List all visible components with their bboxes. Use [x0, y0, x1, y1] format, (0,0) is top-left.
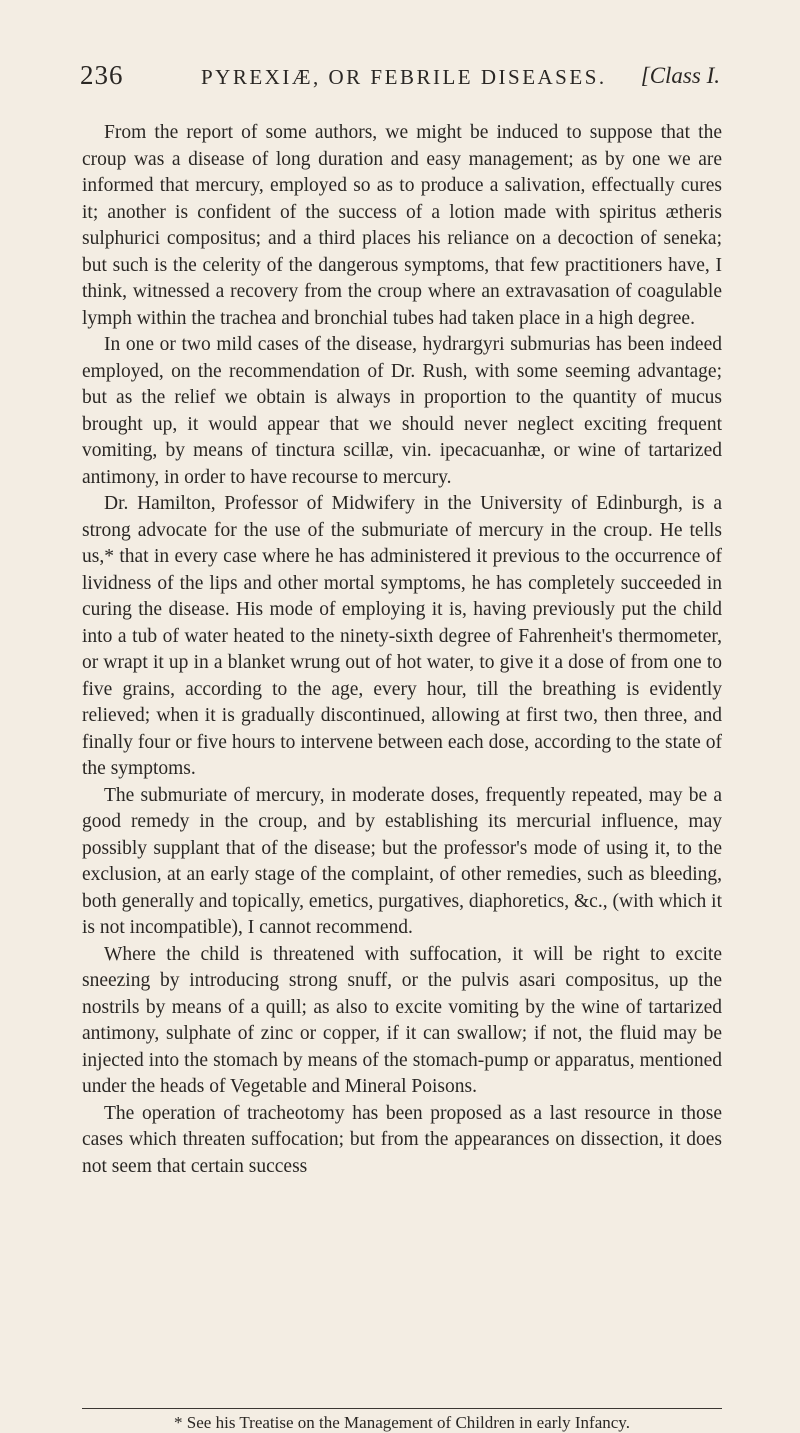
body-text: [82, 120, 722, 1180]
footnote-rule: [82, 1408, 722, 1409]
paragraph: Dr. Hamilton, Professor of Midwifery in the University of Edinburgh, is a strong advocate for the use of the submuriate of mercury in the croup. He tells us,* that in every case where he has administered it previous to the occurrence of lividness of the lips and other mortal symptoms, he has completely succeeded in curing the disease. His mode of employing it is, having previously put the child into a tub of water heated to the ninety-sixth degree of Fahrenheit's thermometer, or wrapt it up in a blanket wrung out of hot water, to give it a dose of from one to five grains, according to the age, every hour, till the breathing is evidently relieved; when it is gradually discontinued, allowing at first two, then three, and finally four or five hours to intervene between each dose, according to the state of the symptoms.: [82, 493, 722, 779]
running-head: PYREXIÆ, OR FEBRILE DISEASES.: [201, 65, 607, 89]
paragraph: From the report of some authors, we might be induced to suppose that the croup was a disease of long duration and easy management; as by one we are informed that mercury, employed so as to produce a salivation, effectually cures it; another is confident of the success of a lotion made with spiritus ætheris sulphurici compositus; and a third places his reliance on a decoction of seneka; but such is the celerity of the dangerous symptoms, that few practitioners have, I think, witnessed a recovery from the croup where an extravasation of coagulable lymph within the trachea and bronchial tubes had taken place in a high degree.: [82, 122, 722, 329]
page-number: 236: [80, 60, 124, 90]
class-label: [Class I.: [640, 63, 720, 88]
paragraph: Where the child is threatened with suffocation, it will be right to excite sneezing by introducing strong snuff, or the pulvis asari compositus, up the nostrils by means of a quill; as also to excite vomiting by the wine of tartarized antimony, sulphate of zinc or copper, if it can swallow; if not, the fluid may be injected into the stomach by means of the stomach-pump or apparatus, mentioned under the heads of Vegetable and Mineral Poisons.: [82, 943, 722, 1097]
page-header: [80, 60, 720, 96]
footnote: * See his Treatise on the Management of Children in early Infancy.: [174, 1413, 630, 1432]
paragraph: The submuriate of mercury, in moderate doses, frequently repeated, may be a good remedy in the croup, and by establishing its mercurial influence, may possibly supplant that of the disease; but the professor's mode of using it, to the exclusion, at an early stage of the complaint, of other remedies, such as bleeding, both generally and topically, emetics, purgatives, diaphoretics, &c., (with which it is not incompatible), I cannot recommend.: [82, 784, 722, 938]
paragraph: The operation of tracheotomy has been proposed as a last resource in those cases which threaten suffocation; but from the appearances on dissection, it does not seem that certain success: [82, 1102, 722, 1177]
paragraph: In one or two mild cases of the disease, hydrargyri submurias has been indeed employed, on the recommendation of Dr. Rush, with some seeming advantage; but as the relief we obtain is always in proportion to the quantity of mucus brought up, it would appear that we should never neglect exciting frequent vomiting, by means of tinctura scillæ, vin. ipecacuanhæ, or wine of tartarized antimony, in order to have recourse to mercury.: [82, 334, 722, 488]
